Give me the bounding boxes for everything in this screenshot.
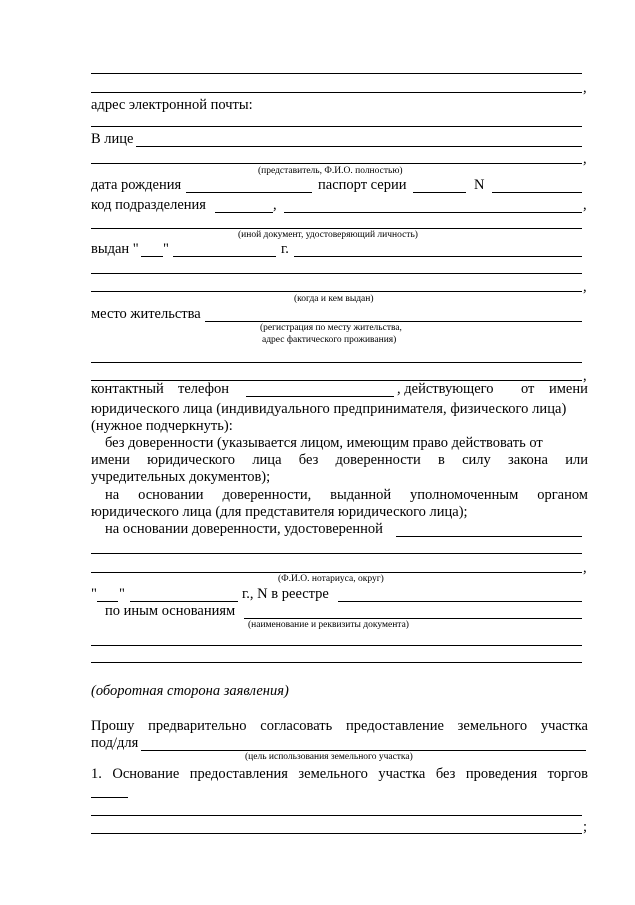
- other-grounds-label: по иным основаниям: [105, 603, 236, 619]
- birthdate-label: дата рождения: [91, 177, 182, 193]
- word: лица: [252, 452, 282, 468]
- entity-line: юридического лица (индивидуального предпринимателя, физического лица): [91, 401, 567, 417]
- notary-poa-field[interactable]: [396, 536, 582, 537]
- blank-line: [91, 291, 582, 292]
- purpose-caption: (цель использования земельного участка): [245, 752, 413, 762]
- poa-option: [105, 487, 588, 504]
- quote-close: ": [163, 241, 169, 257]
- issued-caption: (когда и кем выдан): [294, 294, 374, 304]
- word: предварительно: [148, 718, 247, 734]
- word: в: [437, 452, 445, 468]
- word: участка: [540, 718, 588, 734]
- number-sign: N: [474, 177, 485, 193]
- phone-field[interactable]: [246, 396, 394, 397]
- word: без: [298, 452, 319, 468]
- reverse-side-heading: (оборотная сторона заявления): [91, 683, 289, 699]
- word: выданной: [330, 487, 392, 503]
- word: органом: [537, 487, 588, 503]
- line-comma: ,: [583, 151, 587, 167]
- word: без: [435, 766, 456, 782]
- email-label: адрес электронной почты:: [91, 97, 253, 113]
- line-comma: ,: [583, 368, 587, 384]
- word: участка: [378, 766, 426, 782]
- no-poa-line-2: [91, 452, 588, 469]
- underline-note: (нужное подчеркнуть):: [91, 418, 233, 434]
- division-code-label: код подразделения: [91, 197, 206, 213]
- blank-line: [91, 163, 582, 164]
- notary-poa-label: на основании доверенности, удостоверенной: [105, 521, 383, 537]
- passport-series-field[interactable]: [413, 192, 466, 193]
- acting-word: , действующего: [397, 381, 494, 397]
- representative-caption: (представитель, Ф.И.О. полностью): [258, 166, 403, 176]
- issued-label: выдан ": [91, 241, 139, 257]
- notary-caption: (Ф.И.О. нотариуса, округ): [278, 574, 384, 584]
- residence-caption-1: (регистрация по месту жительства,: [260, 323, 402, 333]
- issued-month-field[interactable]: [173, 256, 276, 257]
- acting-word: от: [521, 381, 535, 397]
- quote-open: ": [91, 586, 97, 602]
- word: силу: [462, 452, 491, 468]
- other-document-field[interactable]: [91, 228, 582, 229]
- line-comma: ,: [583, 279, 587, 295]
- word: имени: [91, 452, 130, 468]
- representative-field[interactable]: [136, 146, 582, 147]
- word: торгов: [547, 766, 588, 782]
- poa-month-field[interactable]: [130, 601, 238, 602]
- blank-line: [91, 73, 582, 74]
- word: уполномоченным: [410, 487, 519, 503]
- purpose-field[interactable]: [141, 750, 586, 751]
- word: юридического: [147, 452, 236, 468]
- other-grounds-caption: (наименование и реквизиты документа): [248, 620, 409, 630]
- comma: ,: [273, 197, 277, 213]
- poa-day-field[interactable]: [97, 601, 118, 602]
- blank-line: [91, 815, 582, 816]
- email-field[interactable]: [91, 126, 582, 127]
- issued-day-field[interactable]: [141, 256, 163, 257]
- word: земельного: [298, 766, 368, 782]
- representative-label: В лице: [91, 131, 134, 147]
- blank-line: [91, 662, 582, 663]
- blank-line: [91, 362, 582, 363]
- issued-by-field[interactable]: [294, 256, 582, 257]
- basis-line: [91, 766, 588, 783]
- basis-field[interactable]: [91, 797, 128, 798]
- acting-word: имени: [549, 381, 588, 397]
- word: или: [565, 452, 588, 468]
- blank-line: [91, 92, 582, 93]
- word: доверенности: [335, 452, 421, 468]
- blank-line: [91, 833, 582, 834]
- word: на: [105, 487, 120, 503]
- division-extra-field[interactable]: [284, 212, 582, 213]
- word: закона: [508, 452, 548, 468]
- birthdate-field[interactable]: [186, 192, 312, 193]
- no-poa-option: без доверенности (указывается лицом, имеющим право действовать от: [105, 435, 543, 451]
- word: доверенности,: [222, 487, 312, 503]
- blank-line: [91, 380, 582, 381]
- word: согласовать: [260, 718, 333, 734]
- registry-field[interactable]: [338, 601, 582, 602]
- word: предоставление: [345, 718, 444, 734]
- residence-label: место жительства: [91, 306, 201, 322]
- passport-label: паспорт серии: [318, 177, 407, 193]
- division-code-field[interactable]: [215, 212, 273, 213]
- phone-word: телефон: [178, 381, 230, 397]
- blank-line: [91, 273, 582, 274]
- word: проведения: [465, 766, 538, 782]
- year-abbr: г.: [281, 241, 289, 257]
- no-poa-line-3: учредительных документов);: [91, 469, 271, 485]
- line-comma: ,: [583, 80, 587, 96]
- blank-line: [91, 572, 582, 573]
- residence-caption-2: адрес фактического проживания): [262, 335, 397, 345]
- blank-line: [91, 553, 582, 554]
- word: земельного: [457, 718, 528, 734]
- phone-word: контактный: [91, 381, 164, 397]
- poa-line-2: юридического лица (для представителя юридического лица);: [91, 504, 468, 520]
- passport-number-field[interactable]: [492, 192, 582, 193]
- quote-close: ": [119, 586, 125, 602]
- other-grounds-field[interactable]: [244, 618, 582, 619]
- word: Основание: [112, 766, 180, 782]
- other-doc-caption: (иной документ, удостоверяющий личность): [238, 230, 418, 240]
- word: 1.: [91, 766, 102, 782]
- line-comma: ,: [583, 560, 587, 576]
- residence-field[interactable]: [205, 321, 582, 322]
- word: основании: [138, 487, 204, 503]
- registry-label: г., N в реестре: [242, 586, 329, 602]
- line-comma: ,: [583, 197, 587, 213]
- word: предоставления: [189, 766, 288, 782]
- request-line: [91, 718, 588, 735]
- line-semicolon: ;: [583, 819, 588, 835]
- blank-line: [91, 645, 582, 646]
- purpose-label: под/для: [91, 735, 139, 751]
- word: Прошу: [91, 718, 135, 734]
